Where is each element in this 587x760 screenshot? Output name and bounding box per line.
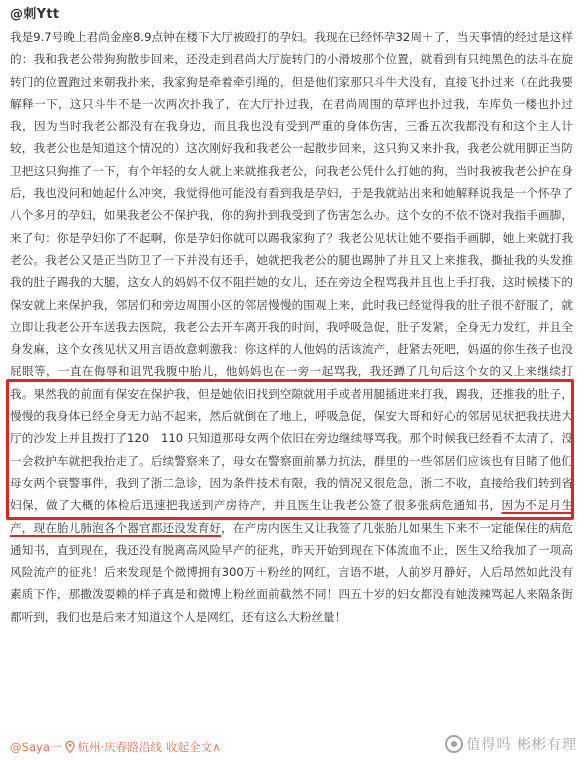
post-author[interactable]: @刺Ytt xyxy=(10,7,60,22)
mention-link[interactable]: @Saya一 xyxy=(10,740,62,754)
chevron-up-icon: ∧ xyxy=(212,740,221,754)
watermark xyxy=(445,734,577,754)
collapse-full-text-button[interactable] xyxy=(166,740,221,754)
location-label: 杭州·庆春路沿线 xyxy=(77,740,163,754)
post-tail-text: ，在产房内医生又让我签了几张胎儿如果生下来不一定能保住的病危通知书，直到现在，我还没有脱离高风险早产的征兆，昨天开始到现在下体流血不止，医生又给我加了一项高风险流产的征兆！后来发现是个微博拥有300万＋粉丝的网红，言语不堪，人前岁月静好，人后昂然如此没有素质下作，那撒泼耍赖的样子真是和微博上粉丝面前截然不同！四五十岁的妇女都没有她泼辣骂起人来隔条街都听到，我们也是后来才知道这个人是网红，还有这么大粉丝量！ xyxy=(10,520,573,624)
post-body xyxy=(10,26,573,716)
location-link[interactable] xyxy=(65,740,166,754)
post-paragraph: 我是9.7号晚上君尚金座8.9点钟在楼下大厅被殴打的孕妇。我现在已经怀孕32周＋了，当天事情的经过是这样的：我和我老公带狗狗散步回来，还没走到君尚大厅旋转门的小滑坡那个位置，就看到有只纯黑色的法斗在旋转门的位置跑过来朝我扑来，我家狗是牵着牵引绳的，但是他们家那只斗牛犬没有，直接飞扑过来（在此我要解释一下，这只斗牛不是一次两次扑我了，在大厅扑过我，在君尚周围的草坪也扑过我，车库负一楼也扑过我，因为当时我老公都没有在我身边，而且我也没有受到严重的身体伤害，三番五次我都没有和这个主人计较，我老公也是知道这个情况的）这次刚好我和我老公一起散步回来，这只狗又来扑我，我老公就用脚正当防卫把这只狗推了一下，有个年轻的女人就上来就推我老公，问我老公凭什么打她的狗，当时我被我老公护在身后，我也没问和她起什么冲突，我觉得他可能没有看到我是孕妇，于是我就站出来和她解释说我是一个怀孕了八个多月的孕妇，如果我老公不保护我，你的狗扑到我受到了伤害怎么办。这个女的不依不饶对我指手画脚，来了句：你是孕妇你了不起啊，你是孕妇你就可以踢我家狗了？我老公见状让她不要指手画脚，她上来就打我老公。我老公又是正当防卫了一下并没有还手，她就把我老公的腿也踢肿了并且又上来推我，撕扯我的头发推我的肚子踢我的大腿，这女人的妈妈不仅不阻拦她的女儿，还在旁边全程骂我并且也上手打我，这时候楼下的保安就上来保护我，邻居们和旁边周围小区的邻居慢慢的围观上来，此时我已经觉得我的肚子很不舒服了，就立即让我老公开车送我去医院，我老公去开车离开我的时间，我呼吸急促，肚子发紧，全身无力发红，并且全身发麻，这个女孩见状又用言语故意刺激我：你这样的人他妈的活该流产，赶紧去死吧，妈逼的你生孩子也没屁眼等，一直在侮辱和诅咒我腹中胎儿，他妈妈也在一旁一起骂我，我还蹲了几句后这个女的又上来继续打我。果然我的前面有保安在保护我，但是她依旧找到空隙就用手或者用腿插进来打我，踢我，还推我的肚子，慢慢的我身体已经全身无力站不起来，然后就倒在了地上，呼吸急促，保安大哥和好心的邻居见状把我扶进大厅的沙发上并且拨打了120 110 只知道那母女两个依旧在旁边继续辱骂我。那个时候我已经看不太清了，没一会救护车就把我抬走了。后续警察来了，母女在警察面前暴力抗法，群里的一些邻居们应该也有目睹了他们母女两个衰警事件，我到了浙二急诊，因为条件技术有限，我的情况又很危急，浙二不收，直接给我们转到省妇保，做了大概的体检后迅速把我送到产房待产，并且医生让我老公签了很多张病危通知书， xyxy=(10,30,573,513)
underlined-text: 因为不足月生产，现在胎儿肺泡各个器官都还没发育好 xyxy=(10,498,573,535)
collapse-label: 收起全文 xyxy=(165,740,213,754)
watermark-text: 值得吗 彬彬有理 xyxy=(466,737,577,753)
watermark-logo-icon xyxy=(445,735,463,753)
location-pin-icon xyxy=(65,741,75,753)
